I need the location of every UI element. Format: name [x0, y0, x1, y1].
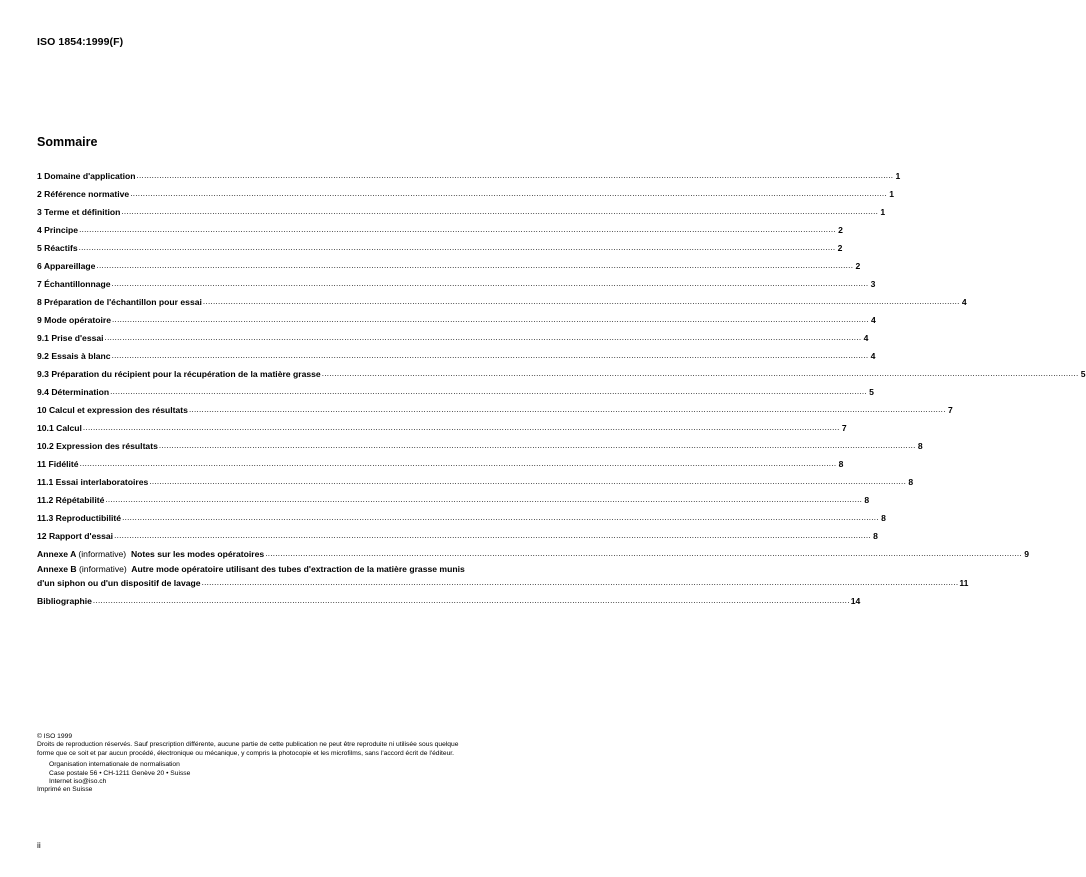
- org-name: Organisation internationale de normalisation: [49, 761, 180, 769]
- toc-entry-page: 1: [880, 207, 886, 217]
- toc-entry-page: 2: [837, 243, 843, 253]
- leader-dots: ............................................................................................................................................................................................................................................................................................................: [92, 596, 850, 605]
- annex-b-page: 11: [959, 578, 969, 588]
- toc-title: Sommaire: [37, 135, 98, 149]
- rights-line-1: Droits de reproduction réservés. Sauf prescription différente, aucune partie de cette publication ne peut être reproduite ni utilisée sous quelque: [37, 741, 459, 749]
- toc-entry[interactable]: [37, 379, 874, 397]
- annex-a-page: 9: [1024, 549, 1029, 559]
- toc-entry-title: 10 Calcul et expression des résultats: [37, 405, 188, 415]
- toc-entry[interactable]: [37, 433, 923, 451]
- toc-entry-page: 4: [871, 315, 876, 325]
- annex-b-qualifier: (informative): [79, 564, 127, 574]
- toc-entry-title: 4 Principe: [37, 225, 79, 235]
- toc-entry-title: 11.2 Répétabilité: [37, 495, 105, 505]
- toc-entry[interactable]: [37, 217, 843, 235]
- leader-dots: ............................................................................................................................................................................................................................................................................................................: [105, 495, 863, 504]
- toc-entry[interactable]: [37, 289, 967, 307]
- toc-entry[interactable]: [37, 343, 876, 361]
- toc-entry[interactable]: [37, 199, 886, 217]
- leader-dots: ............................................................................................................................................................................................................................................................................................................: [110, 387, 867, 396]
- toc-entry-page: 4: [961, 297, 967, 307]
- annex-b-label: Annexe B: [37, 564, 77, 574]
- toc-entry[interactable]: [37, 451, 844, 469]
- toc-entry[interactable]: [37, 181, 894, 199]
- leader-dots: ............................................................................................................................................................................................................................................................................................................: [79, 459, 837, 468]
- copyright-line: © ISO 1999: [37, 733, 73, 740]
- toc-entry-title: 11.1 Essai interlaboratoires: [37, 477, 149, 487]
- toc-entry[interactable]: [37, 469, 914, 487]
- leader-dots: ............................................................................................................................................................................................................................................................................................................: [78, 243, 836, 252]
- toc-entry-page: 7: [841, 423, 847, 433]
- annex-a-label: Annexe A: [37, 549, 76, 559]
- leader-dots: ............................................................................................................................................................................................................................................................................................................: [136, 171, 894, 180]
- leader-dots: ............................................................................................................................................................................................................................................................................................................: [111, 351, 869, 360]
- toc-entry-page: 7: [947, 405, 953, 415]
- toc-entry-page: 8: [838, 459, 844, 469]
- toc-entry-page: 1: [889, 189, 894, 199]
- leader-dots: ............................................................................................................................................................................................................................................................................................................: [265, 549, 1022, 558]
- toc-entry-title: 2 Référence normative: [37, 189, 130, 199]
- leader-dots: ............................................................................................................................................................................................................................................................................................................: [112, 315, 869, 324]
- toc-entry[interactable]: [37, 505, 886, 523]
- toc-entry-page: 3: [870, 279, 876, 289]
- leader-dots: ............................................................................................................................................................................................................................................................................................................: [111, 279, 869, 288]
- leader-dots: ............................................................................................................................................................................................................................................................................................................: [96, 261, 854, 270]
- leader-dots: ............................................................................................................................................................................................................................................................................................................: [121, 207, 879, 216]
- leader-dots: ............................................................................................................................................................................................................................................................................................................: [79, 225, 836, 234]
- org-address: Case postale 56 • CH-1211 Genève 20 • Suisse: [49, 769, 191, 777]
- toc-entry[interactable]: [37, 235, 843, 253]
- toc-entry-bibliography[interactable]: [37, 588, 861, 606]
- leader-dots: ............................................................................................................................................................................................................................................................................................................: [114, 531, 871, 540]
- toc-entry[interactable]: [37, 415, 847, 433]
- rights-line-2: forme que ce soit et par aucun procédé, électronique ou mécanique, y compris la photocopie et les microfilms, sans l'accord écrit de l'éditeur.: [37, 749, 455, 757]
- toc-entry-page: 8: [881, 513, 886, 523]
- toc-entry-title: 9.4 Détermination: [37, 387, 110, 397]
- toc-entry-title: 1 Domaine d'application: [37, 171, 136, 181]
- toc-entry-page: 4: [863, 333, 869, 343]
- document-id: ISO 1854:1999(F): [37, 36, 124, 48]
- toc-entry-title: 11 Fidélité: [37, 459, 79, 469]
- leader-dots: ............................................................................................................................................................................................................................................................................................................: [158, 441, 916, 450]
- toc-entry-title: 3 Terme et définition: [37, 207, 121, 217]
- leader-dots: ............................................................................................................................................................................................................................................................................................................: [321, 369, 1079, 378]
- page-number: ii: [37, 840, 41, 850]
- toc-entry[interactable]: [37, 271, 876, 289]
- leader-dots: ............................................................................................................................................................................................................................................................................................................: [82, 423, 840, 432]
- toc-entry[interactable]: [37, 397, 953, 415]
- leader-dots: ............................................................................................................................................................................................................................................................................................................: [149, 477, 907, 486]
- toc-entry-title: 8 Préparation de l'échantillon pour essai: [37, 297, 202, 307]
- toc-entry-title: 10.2 Expression des résultats: [37, 441, 158, 451]
- toc-entry-title: 5 Réactifs: [37, 243, 78, 253]
- toc-entry[interactable]: [37, 253, 861, 271]
- annex-a-title: Notes sur les modes opératoires: [130, 549, 265, 559]
- toc-entry-page: 8: [873, 531, 878, 541]
- toc-entry[interactable]: [37, 163, 901, 181]
- toc-entry-title: 9 Mode opératoire: [37, 315, 112, 325]
- toc-entry-page: 8: [917, 441, 923, 451]
- toc-entry-page: 5: [1080, 369, 1086, 379]
- toc-entry[interactable]: [37, 325, 869, 343]
- leader-dots: ............................................................................................................................................................................................................................................................................................................: [202, 297, 960, 306]
- toc-entry-page: 4: [870, 351, 876, 361]
- toc-entry-page: 8: [864, 495, 870, 505]
- toc-entry-page: 2: [855, 261, 861, 271]
- toc-entry-title: 11.3 Reproductibilité: [37, 513, 122, 523]
- toc-entry-page: 1: [895, 171, 901, 181]
- toc-entry-annex-a[interactable]: [37, 541, 1029, 559]
- toc-entry[interactable]: [37, 487, 870, 505]
- leader-dots: ............................................................................................................................................................................................................................................................................................................: [104, 333, 862, 342]
- toc-entry-title: 9.2 Essais à blanc: [37, 351, 111, 361]
- printed-in: Imprimé en Suisse: [37, 786, 93, 794]
- leader-dots: ............................................................................................................................................................................................................................................................................................................: [122, 513, 879, 522]
- leader-dots: ............................................................................................................................................................................................................................................................................................................: [201, 578, 959, 587]
- table-of-contents: [37, 163, 1086, 606]
- org-internet: Internet iso@iso.ch: [49, 778, 107, 786]
- toc-entry[interactable]: [37, 307, 876, 325]
- bibliography-page: 14: [850, 596, 861, 606]
- leader-dots: ............................................................................................................................................................................................................................................................................................................: [188, 405, 946, 414]
- leader-dots: ............................................................................................................................................................................................................................................................................................................: [130, 189, 887, 198]
- toc-entry[interactable]: [37, 361, 1086, 379]
- bibliography-title: Bibliographie: [37, 596, 92, 606]
- toc-entry-title: 7 Échantillonnage: [37, 279, 111, 289]
- toc-entry-page: 2: [838, 225, 843, 235]
- annex-a-qualifier: (informative): [78, 549, 127, 559]
- annex-b-title-line2: d'un siphon ou d'un dispositif de lavage: [37, 578, 201, 588]
- toc-entry-title: 9.3 Préparation du récipient pour la récupération de la matière grasse: [37, 369, 321, 379]
- toc-entry[interactable]: [37, 523, 878, 541]
- annex-b-title-line1: Autre mode opératoire utilisant des tubes d'extraction de la matière grasse munis: [131, 564, 465, 574]
- toc-entry-annex-b[interactable]: [37, 559, 969, 588]
- toc-entry-title: 9.1 Prise d'essai: [37, 333, 104, 343]
- toc-entry-title: 12 Rapport d'essai: [37, 531, 114, 541]
- copyright-notice: [37, 733, 577, 795]
- toc-entry-title: 6 Appareillage: [37, 261, 96, 271]
- toc-entry-page: 5: [869, 387, 874, 397]
- toc-entry-title: 10.1 Calcul: [37, 423, 82, 433]
- toc-entry-page: 8: [908, 477, 914, 487]
